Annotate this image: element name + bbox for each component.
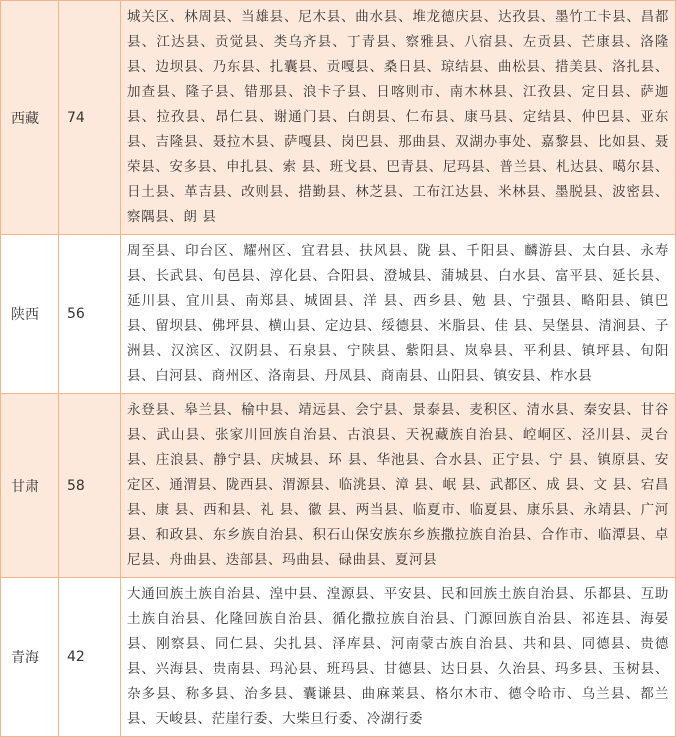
count-cell: 56 bbox=[59, 235, 121, 394]
province-cell: 青海 bbox=[1, 578, 59, 737]
table-row bbox=[1, 1, 676, 235]
province-cell: 西藏 bbox=[1, 1, 59, 235]
county-list-cell: 城关区、林周县、当雄县、尼木县、曲水县、堆龙德庆县、达孜县、墨竹工卡县、昌都县、江达县、贡觉县、类乌齐县、丁青县、察雅县、八宿县、左贡县、芒康县、洛隆县、边坝县、乃东县、扎囊县、贡嘎县、桑日县、琼结县、曲松县、措美县、洛扎县、加查县、隆子县、错那县、浪卡子县、日喀则市、南木林县、江孜县、定日县、萨迦县、拉孜县、昂仁县、谢通门县、白朗县、仁布县、康马县、定结县、仲巴县、亚东县、吉隆县、聂拉木县、萨嘎县、岗巴县、那曲县、双湖办事处、嘉黎县、比如县、聂荣县、安多县、申扎县、索 县、班戈县、巴青县、尼玛县、普兰县、札达县、噶尔县、日土县、革吉县、改则县、措勤县、林芝县、工布江达县、米林县、墨脱县、波密县、察隅县、朗 县 bbox=[121, 1, 676, 235]
county-list-cell: 大通回族土族自治县、湟中县、湟源县、平安县、民和回族土族自治县、乐都县、互助土族自治县、化隆回族自治县、循化撒拉族自治县、门源回族自治县、祁连县、海晏县、刚察县、同仁县、尖扎县、泽库县、河南蒙古族自治县、共和县、同德县、贵德县、兴海县、贵南县、玛沁县、班玛县、甘德县、达日县、久治县、玛多县、玉树县、杂多县、称多县、治多县、囊谦县、曲麻莱县、格尔木市、德令哈市、乌兰县、都兰县、天峻县、茫崖行委、大柴旦行委、冷湖行委 bbox=[121, 578, 676, 737]
county-list-cell: 永登县、皋兰县、榆中县、靖远县、会宁县、景泰县、麦积区、清水县、秦安县、甘谷县、武山县、张家川回族自治县、古浪县、天祝藏族自治县、崆峒区、泾川县、灵台县、庄浪县、静宁县、庆城县、环 县、华池县、合水县、正宁县、宁 县、镇原县、安定区、通渭县、陇西县、渭源县、临洮县、漳 县、岷 县、武都区、成 县、文 县、宕昌县、康 县、西和县、礼 县、徽 县、两当县、临夏市、临夏县、康乐县、永靖县、广河县、和政县、东乡族自治县、积石山保安族东乡族撒拉族自治县、合作市、临潭县、卓尼县、舟曲县、迭部县、玛曲县、碌曲县、夏河县 bbox=[121, 394, 676, 578]
table-row bbox=[1, 578, 676, 737]
table-row bbox=[1, 394, 676, 578]
count-cell: 74 bbox=[59, 1, 121, 235]
province-cell: 甘肃 bbox=[1, 394, 59, 578]
table-row bbox=[1, 235, 676, 394]
count-cell: 42 bbox=[59, 578, 121, 737]
count-cell: 58 bbox=[59, 394, 121, 578]
county-list-cell: 周至县、印台区、耀州区、宜君县、扶风县、陇 县、千阳县、麟游县、太白县、永寿县、长武县、旬邑县、淳化县、合阳县、澄城县、蒲城县、白水县、富平县、延长县、延川县、宜川县、南郑县、城固县、洋 县、西乡县、勉 县、宁强县、略阳县、镇巴县、留坝县、佛坪县、横山县、定边县、绥德县、米脂县、佳 县、吴堡县、清涧县、子洲县、汉滨区、汉阴县、石泉县、宁陕县、紫阳县、岚皋县、平利县、镇坪县、旬阳县、白河县、商州区、洛南县、丹凤县、商南县、山阳县、镇安县、柞水县 bbox=[121, 235, 676, 394]
province-cell: 陕西 bbox=[1, 235, 59, 394]
